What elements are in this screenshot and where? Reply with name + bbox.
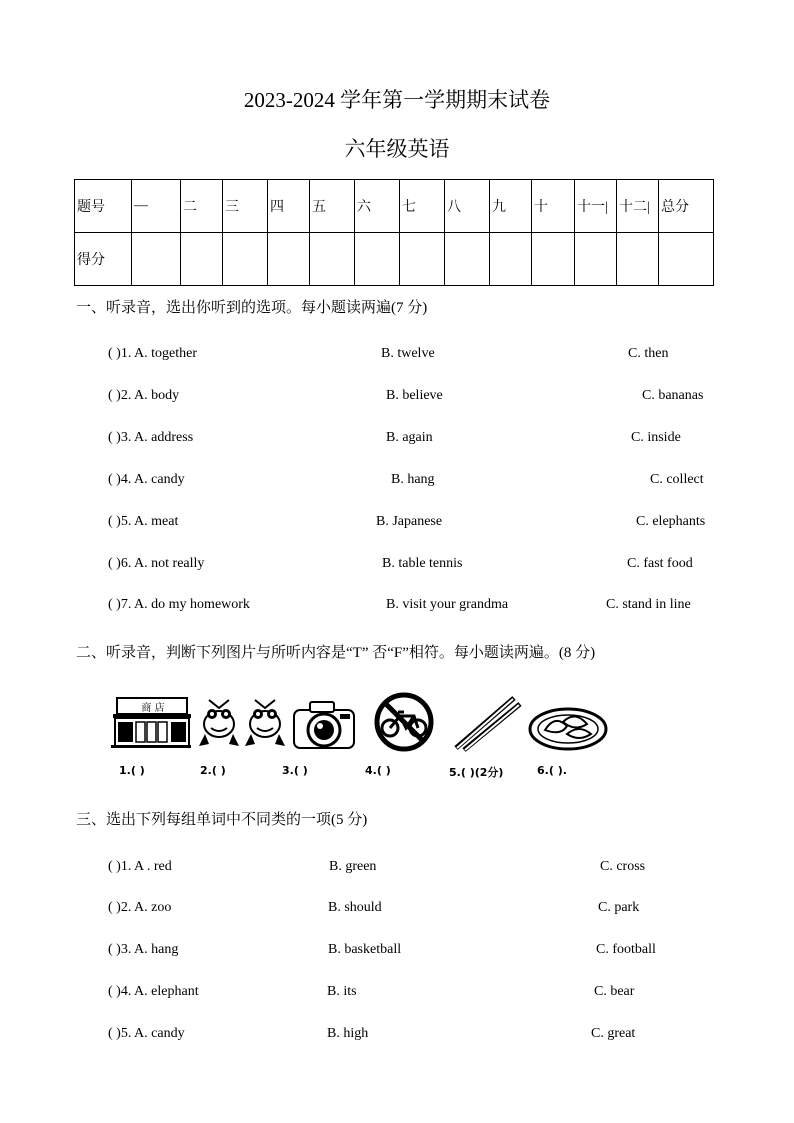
score-table-cell: — bbox=[132, 180, 181, 233]
score-table-cell: 九 bbox=[490, 180, 532, 233]
score-table-score-row bbox=[75, 233, 714, 286]
score-input-cell[interactable] bbox=[490, 233, 532, 286]
score-table-cell: 总分 bbox=[659, 180, 714, 233]
s1-q2-a: ( )2. A. body bbox=[108, 388, 180, 403]
s1-q2-b: B. believe bbox=[386, 388, 443, 403]
picture-1-caption[interactable]: 1.( ) bbox=[119, 764, 145, 777]
frogs-picture bbox=[197, 694, 289, 752]
s3-q5-c: C. great bbox=[591, 1026, 636, 1041]
picture-2-caption[interactable]: 2.( ) bbox=[200, 764, 226, 777]
score-input-cell[interactable] bbox=[268, 233, 310, 286]
score-table-cell: 题号 bbox=[75, 180, 132, 233]
score-input-cell[interactable] bbox=[617, 233, 659, 286]
s1-q3-c: C. inside bbox=[631, 430, 681, 445]
s1-q6-b: B. table tennis bbox=[382, 556, 463, 571]
s1-q4-a: ( )4. A. candy bbox=[108, 472, 185, 487]
exam-subtitle: 六年级英语 bbox=[344, 137, 450, 161]
score-table-cell: 七 bbox=[400, 180, 445, 233]
picture-strip bbox=[107, 688, 610, 784]
score-table-cell: 六 bbox=[355, 180, 400, 233]
score-table-cell: 得分 bbox=[75, 233, 132, 286]
s1-q4-b: B. hang bbox=[391, 472, 435, 487]
s3-q5-a: ( )5. A. candy bbox=[108, 1026, 185, 1041]
s1-q7-b: B. visit your grandma bbox=[386, 597, 509, 612]
s3-q3-b: B. basketball bbox=[328, 942, 402, 957]
score-table-cell: 二 bbox=[181, 180, 223, 233]
picture-5-caption[interactable]: 5.( )(2分) bbox=[449, 766, 504, 779]
s3-q4-b: B. its bbox=[327, 984, 357, 999]
score-table-cell: 十一| bbox=[575, 180, 617, 233]
score-input-cell[interactable] bbox=[132, 233, 181, 286]
score-input-cell[interactable] bbox=[400, 233, 445, 286]
shop-picture bbox=[109, 690, 193, 750]
s3-q2-c: C. park bbox=[598, 900, 640, 915]
score-input-cell[interactable] bbox=[310, 233, 355, 286]
s3-q1-b: B. green bbox=[329, 859, 377, 874]
s3-q1-c: C. cross bbox=[600, 859, 646, 874]
s1-q2-c: C. bananas bbox=[642, 388, 704, 403]
score-table-cell: 四 bbox=[268, 180, 310, 233]
s1-q3-a: ( )3. A. address bbox=[108, 430, 194, 445]
s1-q7-c: C. stand in line bbox=[606, 597, 691, 612]
s1-q6-c: C. fast food bbox=[627, 556, 693, 571]
s1-q1-c: C. then bbox=[628, 346, 669, 361]
s3-q3-c: C. football bbox=[596, 942, 656, 957]
no-bicycle-sign-picture bbox=[370, 692, 438, 752]
picture-4-caption[interactable]: 4.( ) bbox=[365, 764, 391, 777]
score-table-cell: 八 bbox=[445, 180, 490, 233]
s1-q1-a: ( )1. A. together bbox=[108, 346, 198, 361]
s3-q3-a: ( )3. A. hang bbox=[108, 942, 179, 957]
chopsticks-picture bbox=[450, 694, 522, 752]
s3-q1-a: ( )1. A . red bbox=[108, 859, 172, 874]
s1-q7-a: ( )7. A. do my homework bbox=[108, 597, 250, 612]
score-input-cell[interactable] bbox=[445, 233, 490, 286]
s3-q2-a: ( )2. A. zoo bbox=[108, 900, 172, 915]
picture-6-caption[interactable]: 6.( ). bbox=[537, 764, 567, 777]
s1-q5-b: B. Japanese bbox=[376, 514, 443, 529]
section2-heading: 二、听录音，判断下列图片与所听内容是“T” 否“F”相符。每小题读两遍。(8 分) bbox=[76, 645, 596, 661]
s1-q5-a: ( )5. A. meat bbox=[108, 514, 179, 529]
section3-heading: 三、选出下列每组单词中不同类的一项(5 分) bbox=[76, 812, 368, 828]
score-table-cell: 五 bbox=[310, 180, 355, 233]
score-input-cell[interactable] bbox=[181, 233, 223, 286]
score-table-cell: 三 bbox=[223, 180, 268, 233]
score-table-cell: 十二| bbox=[617, 180, 659, 233]
score-table-cell: 十 bbox=[532, 180, 575, 233]
score-table bbox=[74, 179, 714, 286]
s3-q4-c: C. bear bbox=[594, 984, 635, 999]
s1-q4-c: C. collect bbox=[650, 472, 704, 487]
score-input-cell[interactable] bbox=[532, 233, 575, 286]
dumplings-plate-picture bbox=[527, 702, 609, 752]
s1-q1-b: B. twelve bbox=[381, 346, 435, 361]
exam-title: 2023-2024 学年第一学期期末试卷 bbox=[243, 88, 551, 112]
score-input-cell[interactable] bbox=[223, 233, 268, 286]
shop-sign-text: 商 店 bbox=[141, 703, 165, 714]
score-input-cell[interactable] bbox=[355, 233, 400, 286]
s1-q3-b: B. again bbox=[386, 430, 433, 445]
score-input-cell[interactable] bbox=[659, 233, 714, 286]
s3-q4-a: ( )4. A. elephant bbox=[108, 984, 199, 999]
s1-q6-a: ( )6. A. not really bbox=[108, 556, 205, 571]
picture-3-caption[interactable]: 3.( ) bbox=[282, 764, 308, 777]
s3-q2-b: B. should bbox=[328, 900, 382, 915]
section1-heading: 一、听录音，选出你听到的选项。每小题读两遍(7 分) bbox=[76, 300, 428, 316]
score-input-cell[interactable] bbox=[575, 233, 617, 286]
score-table-header-row bbox=[75, 180, 714, 233]
s1-q5-c: C. elephants bbox=[636, 514, 706, 529]
s3-q5-b: B. high bbox=[327, 1026, 369, 1041]
camera-picture bbox=[292, 698, 356, 752]
